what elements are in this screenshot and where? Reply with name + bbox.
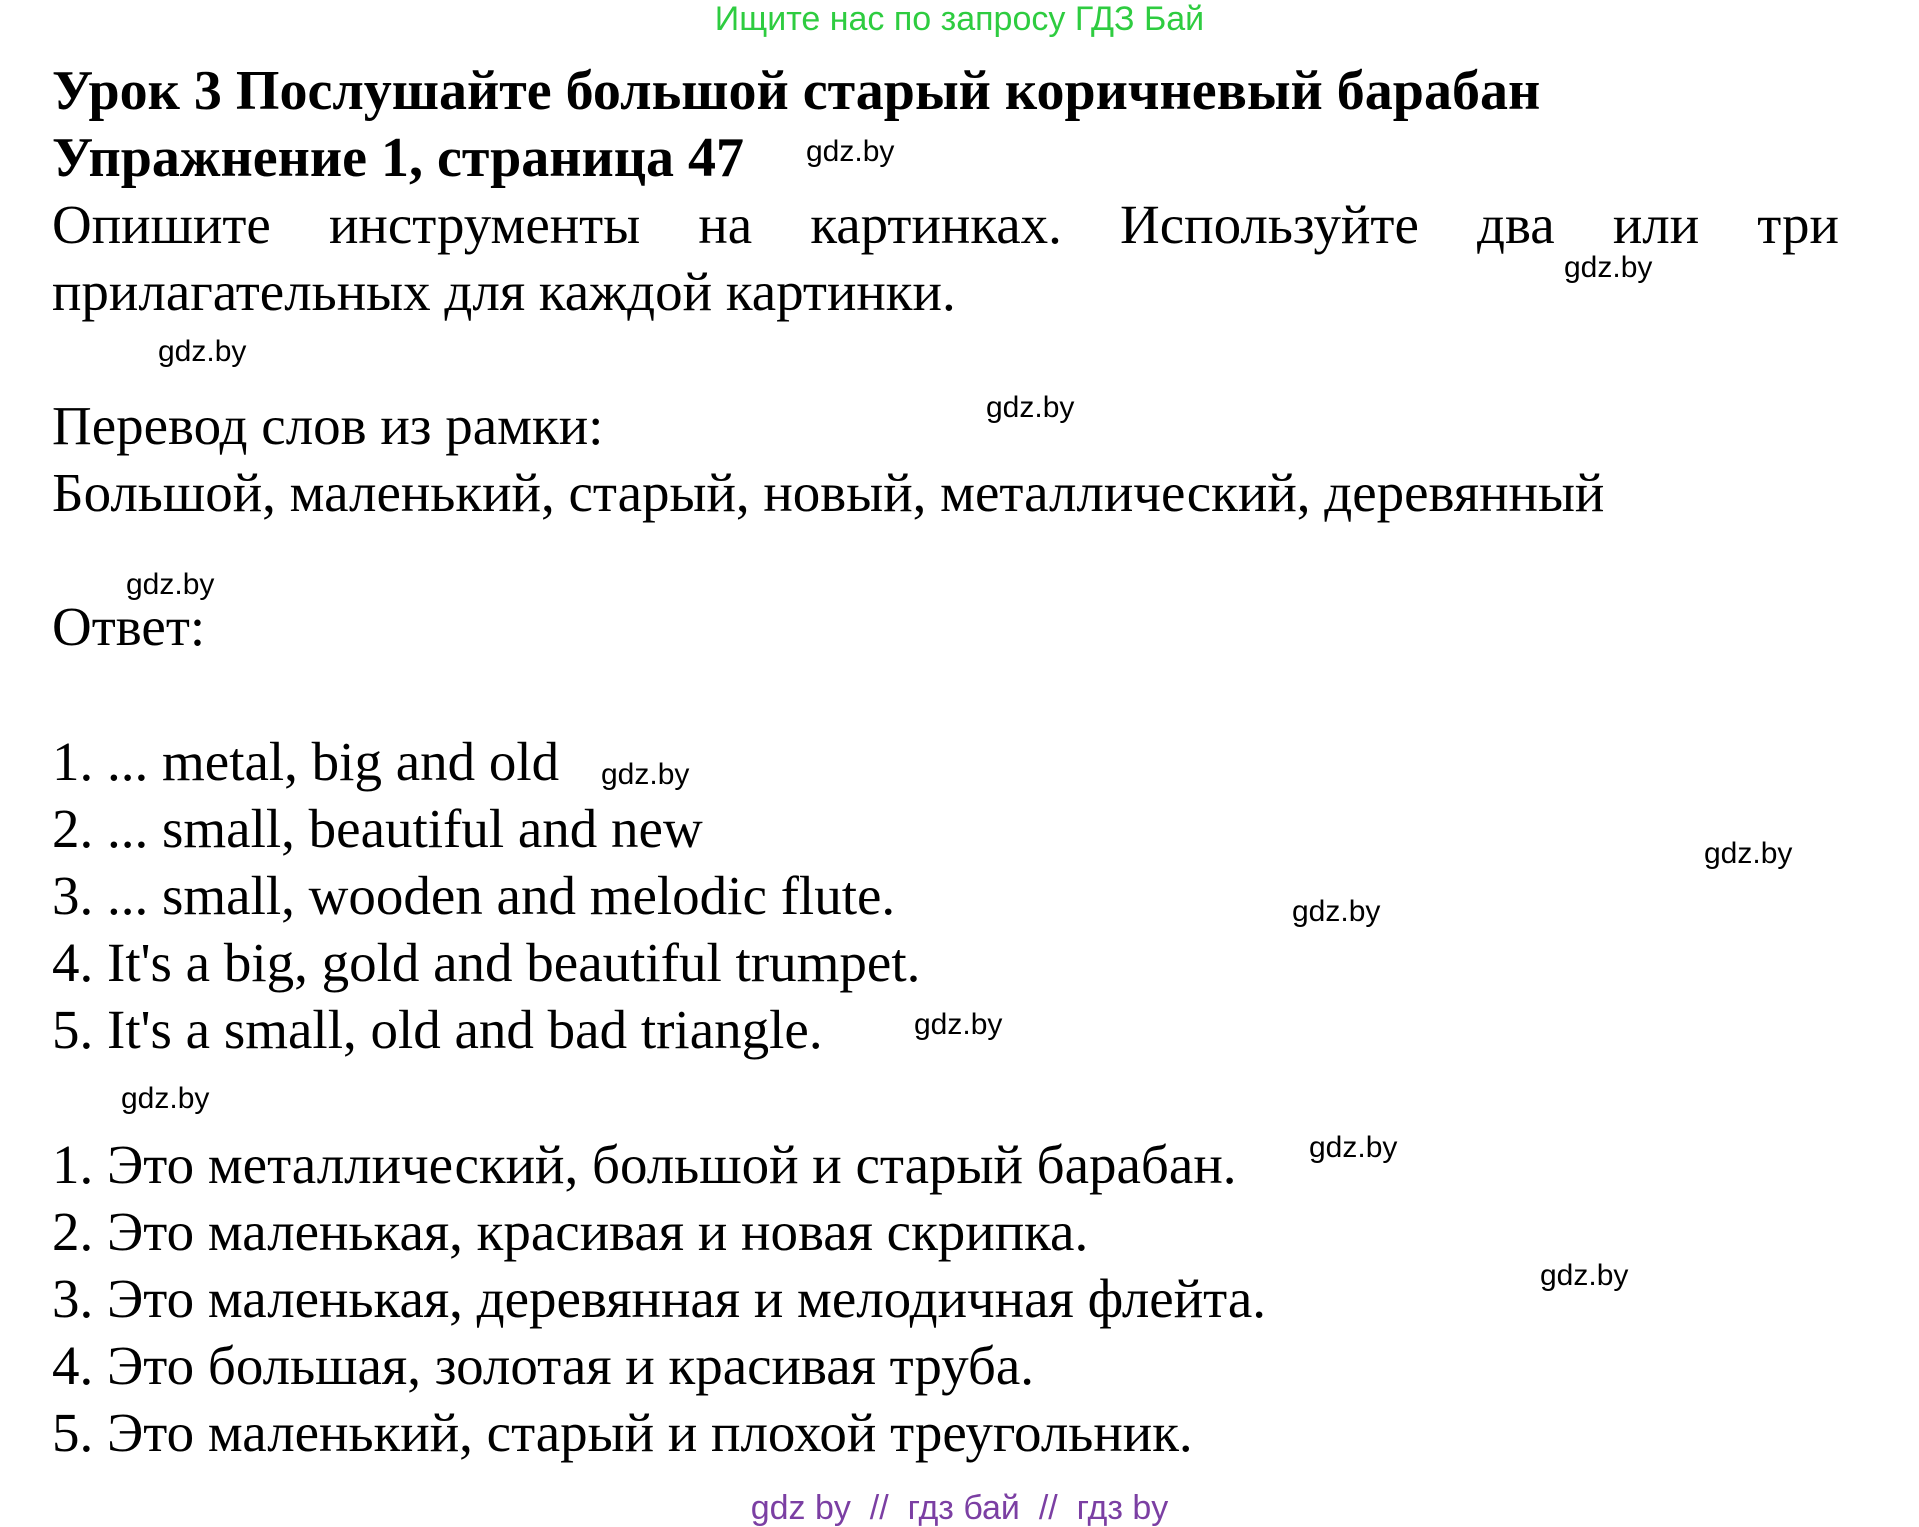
watermark: gdz.by [1704,837,1793,870]
task-word: Используйте [1120,194,1419,255]
watermark: gdz.by [1292,895,1381,928]
task-word: Опишите [52,194,271,255]
watermark: gdz.by [121,1082,210,1115]
exercise-title: Упражнение 1, страница 47 [52,127,745,189]
watermark: gdz.by [601,758,690,791]
answer-ru-5: 5. Это маленький, старый и плохой треугольник. [52,1402,1193,1463]
watermark: gdz.by [806,135,895,168]
task-word: картинках. [810,194,1062,255]
task-word: на [698,194,753,255]
footer: gdz by // гдз бай // гдз by [750,1489,1169,1527]
watermark: gdz.by [986,391,1075,424]
top-banner: Ищите нас по запросу ГДЗ Бай [714,0,1205,38]
box-translation-label: Перевод слов из рамки: [52,395,604,456]
task-line-2: прилагательных для каждой картинки. [52,261,956,322]
watermark: gdz.by [1309,1131,1398,1164]
task-line-1 [52,194,1839,255]
watermark: gdz.by [1540,1259,1629,1292]
task-word: два [1477,194,1555,255]
task-word: или [1612,194,1700,255]
task-word: инструменты [328,194,641,255]
task-word: три [1757,194,1839,255]
answer-en-2: 2. ... small, beautiful and new [52,798,703,859]
answer-ru-1: 1. Это металлический, большой и старый барабан. [52,1134,1237,1195]
lesson-title: Урок 3 Послушайте большой старый коричневый барабан [52,60,1541,122]
answer-ru-3: 3. Это маленькая, деревянная и мелодичная флейта. [52,1268,1267,1329]
answer-label: Ответ: [52,596,206,657]
answer-ru-4: 4. Это большая, золотая и красивая труба. [52,1335,1035,1396]
answer-en-4: 4. It's a big, gold and beautiful trumpet. [52,932,921,993]
answer-en-5: 5. It's a small, old and bad triangle. [52,999,823,1060]
box-translation-words: Большой, маленький, старый, новый, металлический, деревянный [52,462,1605,523]
watermark: gdz.by [126,568,215,601]
watermark: gdz.by [914,1008,1003,1041]
answer-ru-2: 2. Это маленькая, красивая и новая скрипка. [52,1201,1089,1262]
answer-en-3: 3. ... small, wooden and melodic flute. [52,865,896,926]
watermark: gdz.by [158,335,247,368]
watermark: gdz.by [1564,251,1653,284]
answer-en-1: 1. ... metal, big and old [52,731,560,792]
